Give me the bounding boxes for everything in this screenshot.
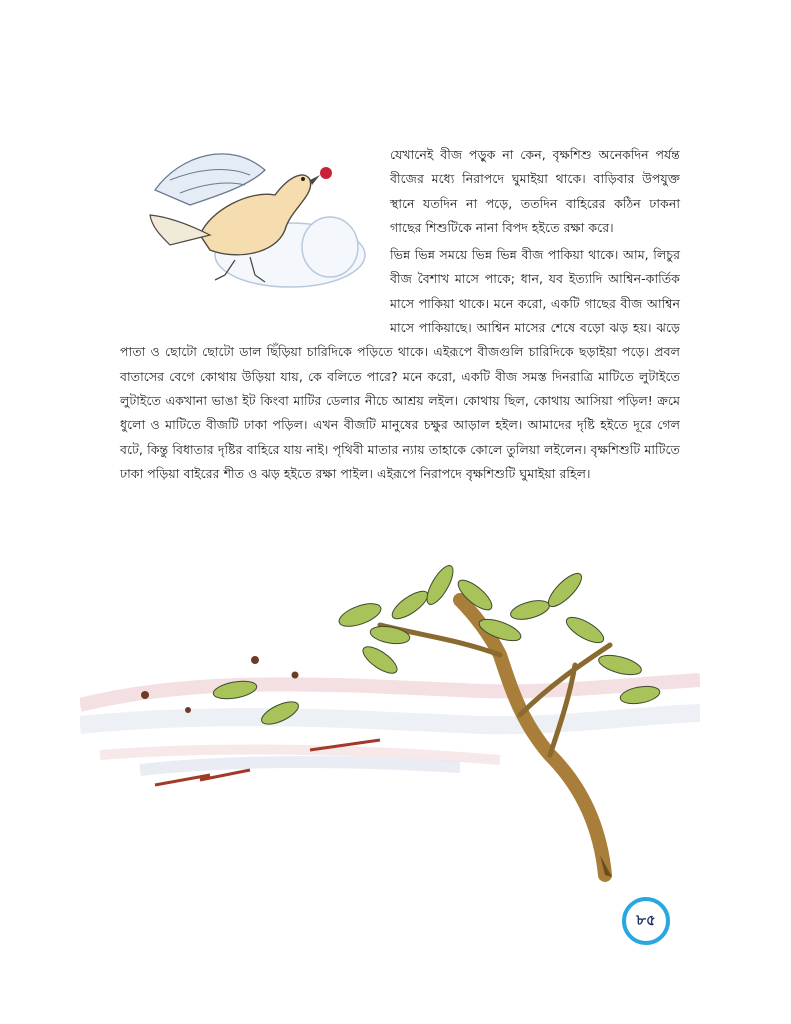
illustration-wrap-space	[120, 143, 390, 328]
page-number: ৮৫	[636, 910, 656, 929]
paragraph-seed-seasons: ভিন্ন ভিন্ন সময়ে ভিন্ন ভিন্ন বীজ পাকিয়া থাকে। আম, লিচুর বীজ বৈশাখ মাসে পাকে; ধান, যব ইত্যাদি আশ্বিন-কার্তিক মাসে পাকিয়া থাকে। মনে করো, একটি গাছের বীজ আশ্বিন মাসে পাকিয়াছে। আশ্বিন মাসের শেষে বড়ো ঝড় হয়। ঝড়ে পাতা ও ছোটো ছোটো ডাল ছিঁড়িয়া চারিদিকে পড়িতে থাকে। এইরূপে বীজগুলি চারিদিকে ছড়াইয়া পড়ে। প্রবল বাতাসের বেগে কোথায় উড়িয়া যায়, কে বলিতে পারে? মনে করো, একটি বীজ সমস্ত দিনরাত্রি মাটিতে লুটাইতে লুটাইতে একখানা ভাঙা ইট কিংবা মাটির ডেলার নীচে আশ্রয় লইল। কোথায় ছিল, কোথায় আসিয়া পড়িল! ক্রমে ধুলো ও মাটিতে বীজটি ঢাকা পড়িল। এখন বীজটি মানুষের চক্ষুর আড়াল হইল। আমাদের দৃষ্টি হইতে দূরে গেল বটে, কিন্তু বিধাতার দৃষ্টির বাহিরে যায় নাই। পৃথিবী মাতার ন্যায় তাহাকে কোলে তুলিয়া লইলেন। বৃক্ষশিশুটি মাটিতে ঢাকা পড়িয়া বাইরের শীত ও ঝড় হইতে রক্ষা পাইল। এইরূপে নিরাপদে বৃক্ষশিশুটি ঘুমাইয়া রহিল।	[120, 247, 680, 481]
paragraph-seed-sleep: যেখানেই বীজ পড়ুক না কেন, বৃক্ষশিশু অনেকদিন পর্যন্ত বীজের মধ্যে নিরাপদে ঘুমাইয়া থাকে। বাড়িবার উপযুক্ত স্থানে যতদিন না পড়ে, ততদিন বাহিরের কঠিন ঢাকনা গাছের শিশুটিকে নানা বিপদ হইতে রক্ষা করে।	[390, 147, 680, 235]
article-body	[120, 143, 680, 489]
windblown-tree-illustration	[80, 555, 700, 885]
page-number-badge	[622, 897, 670, 945]
